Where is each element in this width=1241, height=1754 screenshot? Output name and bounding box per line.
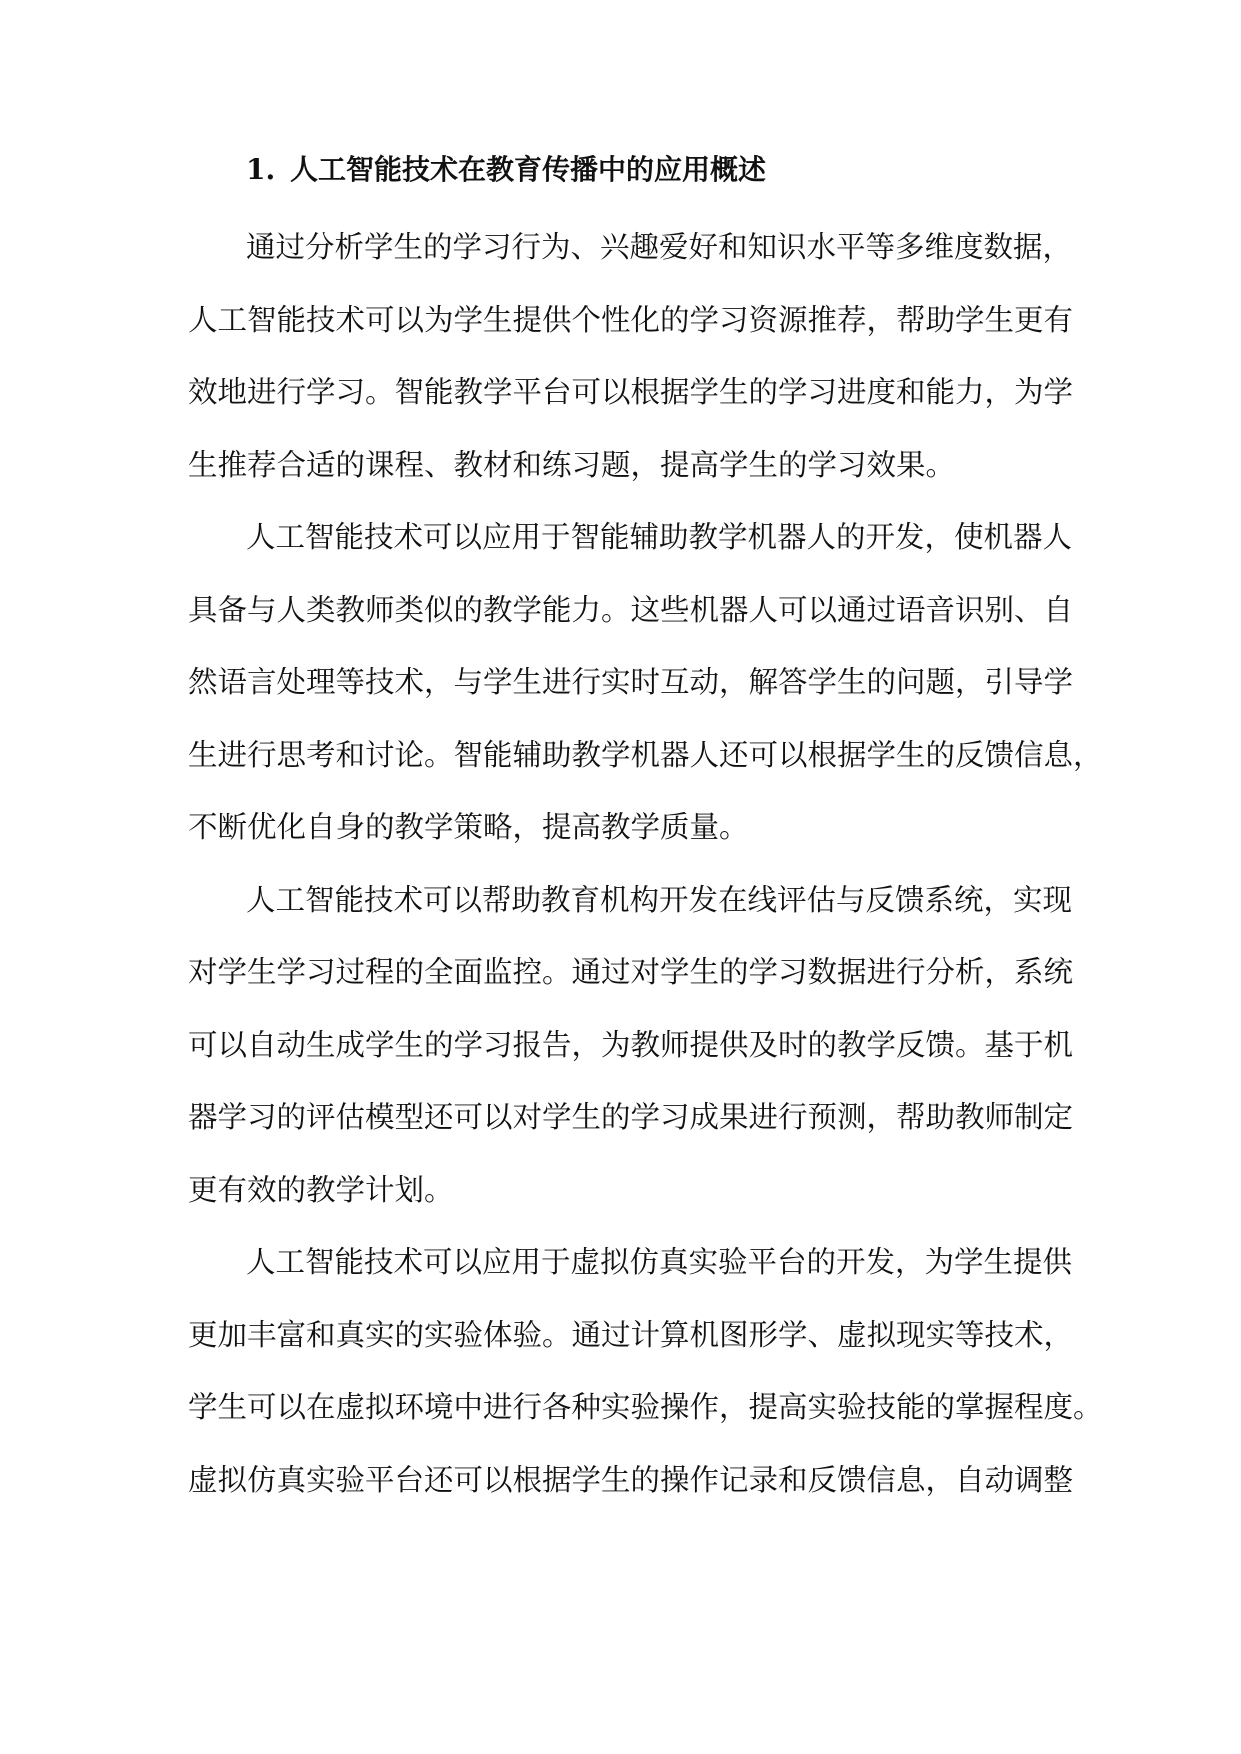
- paragraph-line: 虚拟仿真实验平台还可以根据学生的操作记录和反馈信息，自动调整: [188, 1462, 1074, 1497]
- paragraph-line: 人工智能技术可以应用于智能辅助教学机器人的开发，使机器人: [246, 520, 1073, 554]
- paragraph-line: 通过分析学生的学习行为、兴趣爱好和知识水平等多维度数据，: [246, 230, 1073, 264]
- paragraph-line: 具备与人类教师类似的教学能力。这些机器人可以通过语音识别、自: [188, 592, 1074, 627]
- paragraph-line: 人工智能技术可以为学生提供个性化的学习资源推荐，帮助学生更有: [188, 302, 1074, 337]
- section-title: 人工智能技术在教育传播中的应用概述: [290, 153, 767, 186]
- paragraph-line: 效地进行学习。智能教学平台可以根据学生的学习进度和能力，为学: [188, 375, 1074, 409]
- document-body: [188, 150, 1103, 1516]
- paragraph-4: [188, 1226, 1103, 1516]
- paragraph-line: 更加丰富和真实的实验体验。通过计算机图形学、虚拟现实等技术，: [188, 1317, 1074, 1352]
- section-number: 1.: [246, 153, 276, 186]
- paragraph-1: [188, 211, 1074, 501]
- paragraph-line: 生推荐合适的课程、教材和练习题，提高学生的学习效果。: [188, 447, 956, 482]
- section-heading: [188, 150, 1056, 190]
- paragraph-line: 学生可以在虚拟环境中进行各种实验操作，提高实验技能的掌握程度。: [188, 1390, 1103, 1424]
- paragraph-line: 不断优化自身的教学策略，提高教学质量。: [188, 810, 749, 844]
- paragraph-line: 然语言处理等技术，与学生进行实时互动，解答学生的问题，引导学: [188, 665, 1074, 699]
- paragraph-line: 器学习的评估模型还可以对学生的学习成果进行预测，帮助教师制定: [188, 1100, 1074, 1134]
- paragraph-line: 可以自动生成学生的学习报告，为教师提供及时的教学反馈。基于机: [188, 1027, 1074, 1062]
- paragraph-3: [188, 864, 1074, 1227]
- paragraph-line: 生进行思考和讨论。智能辅助教学机器人还可以根据学生的反馈信息，: [188, 737, 1103, 772]
- paragraph-line: 更有效的教学计划。: [188, 1172, 454, 1207]
- paragraph-line: 对学生学习过程的全面监控。通过对学生的学习数据进行分析，系统: [188, 955, 1074, 989]
- paragraph-line: 人工智能技术可以应用于虚拟仿真实验平台的开发，为学生提供: [246, 1245, 1073, 1279]
- paragraph-2: [188, 501, 1103, 864]
- paragraph-line: 人工智能技术可以帮助教育机构开发在线评估与反馈系统，实现: [246, 882, 1073, 917]
